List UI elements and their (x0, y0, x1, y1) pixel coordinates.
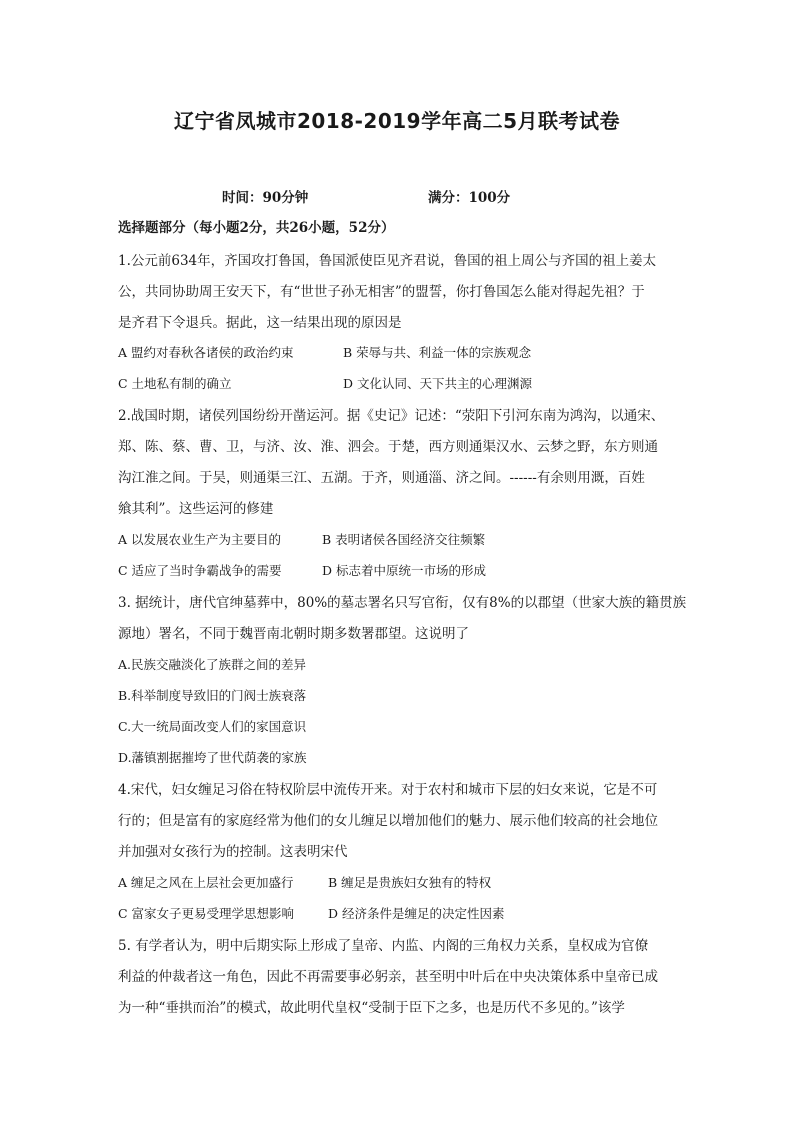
question-1-line-1: 1.公元前634年，齐国攻打鲁国，鲁国派使臣见齐君说，鲁国的祖上周公与齐国的祖上姜太 (118, 253, 657, 269)
section-heading: 选择题部分（每小题2分，共26小题，52分） (118, 220, 395, 236)
question-3-line-1: 3. 据统计，唐代官绅墓葬中，80%的墓志署名只写官衔，仅有8%的以郡望（世家大族的籍贯族 (118, 595, 687, 611)
question-1-line-2: 公，共同协助周王安天下，有“世世子孙无相害”的盟誓，你打鲁国怎么能对得起先祖？于 (118, 284, 645, 300)
question-5-line-1: 5. 有学者认为，明中后期实际上形成了皇帝、内监、内阁的三角权力关系，皇权成为官僚 (118, 938, 649, 954)
question-2-option-b: B 表明诸侯各国经济交往频繁 (322, 532, 486, 547)
question-4-line-1: 4.宋代，妇女缠足习俗在特权阶层中流传开来。对于农村和城市下层的妇女来说，它是不可 (118, 782, 658, 798)
question-2-line-1: 2.战国时期，诸侯列国纷纷开凿运河。据《史记》记述：“荥阳下引河东南为鸿沟，以通宋、 (118, 408, 665, 424)
question-4-line-2: 行的；但是富有的家庭经常为他们的女儿缠足以增加他们的魅力、展示他们较高的社会地位 (118, 813, 658, 829)
question-5-line-2: 利益的仲裁者这一角色，因此不再需要事必躬亲，甚至明中叶后在中央决策体系中皇帝已成 (118, 969, 658, 985)
question-2-option-a: A 以发展农业生产为主要目的 (118, 532, 282, 547)
question-4-line-3: 并加强对女孩行为的控制。这表明宋代 (118, 844, 348, 860)
exam-time: 时间：90分钟 (222, 190, 309, 206)
question-4-option-a: A 缠足之风在上层社会更加盛行 (118, 875, 294, 890)
question-3-option-a: A.民族交融淡化了族群之间的差异 (118, 657, 307, 672)
question-2-line-4: 飨其利”。这些运河的修建 (118, 501, 274, 517)
question-4-option-c: C 富家女子更易受理学思想影响 (118, 906, 295, 921)
question-4-option-d: D 经济条件是缠足的决定性因素 (328, 906, 505, 921)
question-1-line-3: 是齐君下令退兵。据此，这一结果出现的原因是 (118, 315, 402, 331)
question-1-option-d: D 文化认同、天下共主的心理渊源 (343, 376, 532, 391)
question-1-option-b: B 荣辱与共、利益一体的宗族观念 (343, 345, 532, 360)
question-3-option-d: D.藩镇割据摧垮了世代荫袭的家族 (118, 750, 307, 765)
exam-score: 满分：100分 (428, 190, 511, 206)
question-1-option-a: A 盟约对春秋各诸侯的政治约束 (118, 345, 294, 360)
page-title: 辽宁省凤城市2018-2019学年高二5月联考试卷 (173, 109, 621, 133)
question-2-line-2: 郑、陈、蔡、曹、卫，与济、汝、淮、泗会。于楚，西方则通渠汉水、云梦之野，东方则通 (118, 439, 658, 455)
question-3-line-2: 源地）署名，不同于魏晋南北朝时期多数署郡望。这说明了 (118, 626, 469, 642)
question-3-option-b: B.科举制度导致旧的门阀士族衰落 (118, 688, 307, 703)
question-3-option-c: C.大一统局面改变人们的家国意识 (118, 719, 307, 734)
question-1-option-c: C 土地私有制的确立 (118, 376, 232, 391)
question-2-option-c: C 适应了当时争霸战争的需要 (118, 563, 282, 578)
question-4-option-b: B 缠足是贵族妇女独有的特权 (328, 875, 492, 890)
question-2-option-d: D 标志着中原统一市场的形成 (322, 563, 486, 578)
question-5-line-3: 为一种“垂拱而治”的模式，故此明代皇权“受制于臣下之多，也是历代不多见的。”该学 (118, 1000, 625, 1016)
question-2-line-3: 沟江淮之间。于吴，则通渠三江、五湖。于齐，则通淄、济之间。------有余则用溉，百姓 (118, 470, 645, 486)
